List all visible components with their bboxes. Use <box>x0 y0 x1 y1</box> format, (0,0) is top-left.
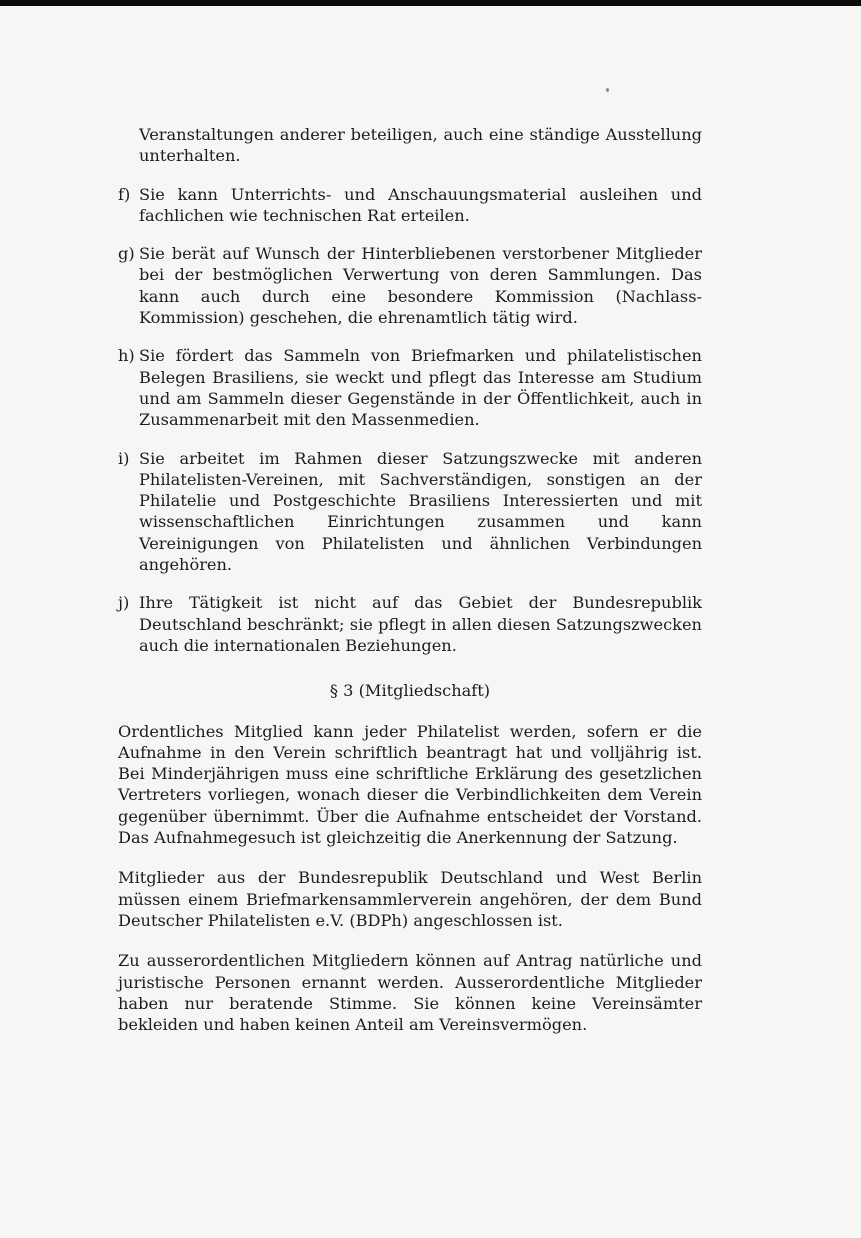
list-marker: i) <box>118 448 130 468</box>
list-item-i <box>118 448 702 576</box>
list-marker: f) <box>118 184 131 204</box>
document-body <box>118 124 702 1054</box>
list-item-text: Sie kann Unterrichts- und Anschauungsmaterial ausleihen und fachlichen wie technischen Rat erteilen. <box>139 184 702 225</box>
list-marker: j) <box>118 593 130 613</box>
paper-speck <box>606 88 609 92</box>
list-item-text: Sie arbeitet im Rahmen dieser Satzungszwecke mit anderen Philatelisten-Vereinen, mit Sachverständigen, sonstigen an der Philatelie und Postgeschichte Brasiliens Interessierten und mit wissenschaftlichen Einrichtungen zusammen und kann Vereinigungen von Philatelisten und ähnlichen Verbindungen angehören. <box>139 448 702 575</box>
continuation-text: Veranstaltungen anderer beteiligen, auch eine ständige Ausstellung unterhalten. <box>139 125 702 166</box>
list-item-j <box>118 592 702 656</box>
paragraph-ausserordentliche-mitglieder: Zu ausserordentlichen Mitgliedern können auf Antrag natürliche und juristische Personen ernannt werden. Ausserordentliche Mitglieder haben nur beratende Stimme. Sie können keine Vereinsämter bekleiden und haben keinen Anteil am Vereinsvermögen. <box>118 951 702 1035</box>
section-heading: § 3 (Mitgliedschaft) <box>329 681 491 701</box>
list-marker: h) <box>118 346 135 366</box>
list-item-g <box>118 243 702 328</box>
list-item-h <box>118 345 702 430</box>
list-marker: g) <box>118 244 135 264</box>
paragraph-ordentliche-mitglieder: Ordentliches Mitglied kann jeder Philatelist werden, sofern er die Aufnahme in den Verein schriftlich beantragt hat und volljährig ist. Bei Minderjährigen muss eine schriftliche Erklärung des gesetzlichen Vertreters vorliegen, wonach dieser die Verbindlichkeiten dem Verein gegenüber übernimmt. Über die Aufnahme entscheidet der Vorstand. Das Aufnahmegesuch ist gleichzeitig die Anerkennung der Satzung. <box>118 721 702 848</box>
list-item-text: Sie berät auf Wunsch der Hinterbliebenen verstorbener Mitglieder bei der bestmöglichen Verwertung von deren Sammlungen. Das kann auch durch eine besondere Kommission (Nachlass-Kommission) geschehen, die ehrenamtlich tätig wird. <box>139 244 702 328</box>
list-item-f <box>118 184 702 227</box>
paragraph-bdph-mitgliedschaft: Mitglieder aus der Bundesrepublik Deutschland und West Berlin müssen einem Briefmarkensammlerverein angehören, der dem Bund Deutscher Philatelisten e.V. (BDPh) angeschlossen ist. <box>118 868 702 930</box>
list-item-text: Sie fördert das Sammeln von Briefmarken und philatelistischen Belegen Brasiliens, sie weckt und pflegt das Interesse am Studium und am Sammeln dieser Gegenstände in der Öffentlichkeit, auch in Zusammenarbeit mit den Massenmedien. <box>139 346 702 430</box>
list-item-text: Ihre Tätigkeit ist nicht auf das Gebiet der Bundesrepublik Deutschland beschränkt; sie pflegt in allen diesen Satzungszwecken auch die internationalen Beziehungen. <box>139 593 702 655</box>
